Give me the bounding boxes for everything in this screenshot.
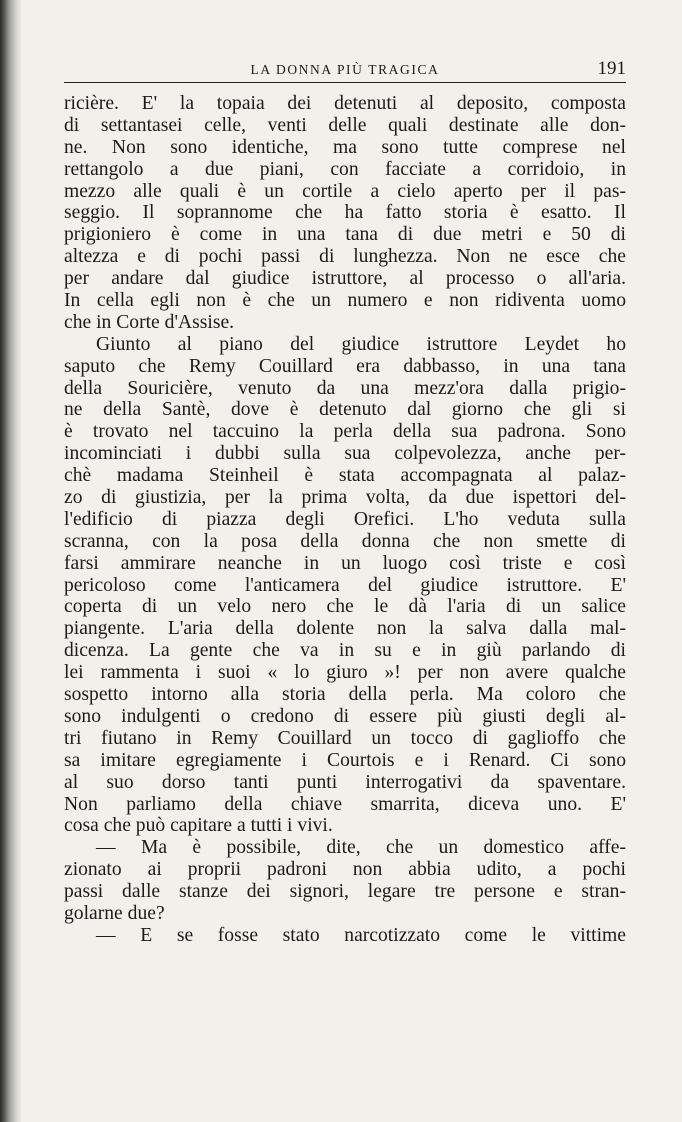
text-line: di settantasei celle, venti delle quali destinate alle don- [64, 114, 626, 136]
running-head [64, 56, 626, 83]
page-number: 191 [597, 58, 626, 79]
text-line: — E se fosse stato narcotizzato come le vittime [96, 924, 626, 946]
text-line: sono indulgenti o credono di essere più giusti degli al- [64, 705, 626, 727]
text-line: Non parliamo della chiave smarrita, diceva uno. E' [64, 793, 626, 815]
text-line: piangente. L'aria della dolente non la salva dalla mal- [64, 618, 626, 640]
text-line: mezzo alle quali è un cortile a cielo aperto per il pas- [64, 180, 626, 202]
text-line: golarne due? [64, 902, 165, 924]
text-line: della Souricière, venuto da una mezz'ora dalla prigio- [64, 377, 626, 399]
text-line: incominciati i dubbi sulla sua colpevolezza, anche per- [64, 443, 626, 465]
text-line: rettangolo a due piani, con facciate a corridoio, in [64, 158, 626, 180]
text-line: prigioniero è come in una tana di due metri e 50 di [64, 224, 626, 246]
text-line: ricière. E' la topaia dei detenuti al deposito, composta [64, 93, 626, 114]
text-line: per andare dal giudice istruttore, al processo o all'aria. [64, 268, 626, 290]
text-line: l'edificio di piazza degli Orefici. L'ho veduta sulla [64, 508, 626, 530]
text-line: che in Corte d'Assise. [64, 311, 235, 333]
text-line: passi dalle stanze dei signori, legare tre persone e stran- [64, 881, 626, 903]
text-line: In cella egli non è che un numero e non ridiventa uomo [64, 290, 626, 312]
text-line: altezza e di pochi passi di lunghezza. Non ne esce che [64, 246, 626, 268]
text-line: ne della Santè, dove è detenuto dal giorno che gli si [64, 399, 626, 421]
text-line: sa imitare egregiamente i Courtois e i Renard. Ci sono [64, 749, 626, 771]
text-line: coperta di un velo nero che le dà l'aria di un salice [64, 596, 626, 618]
page-binding-shadow [0, 0, 22, 1122]
text-line: cosa che può capitare a tutti i vivi. [64, 815, 333, 837]
book-page [64, 56, 626, 947]
text-line: è trovato nel taccuino la perla della sua padrona. Sono [64, 421, 626, 443]
text-line: zo di giustizia, per la prima volta, da due ispettori del- [64, 487, 626, 509]
text-line: pericoloso come l'anticamera del giudice istruttore. E' [64, 574, 626, 596]
text-line: sospetto intorno alla storia della perla. Ma coloro che [64, 684, 626, 706]
body-text [64, 93, 626, 947]
text-line: scranna, con la posa della donna che non smette di [64, 530, 626, 552]
text-line: al suo dorso tanti punti interrogativi da spaventare. [64, 771, 626, 793]
text-line: — Ma è possibile, dite, che un domestico affe- [96, 837, 626, 859]
text-line: tri fiutano in Remy Couillard un tocco di gaglioffo che [64, 727, 626, 749]
running-title: LA DONNA PIÙ TRAGICA [250, 62, 440, 77]
text-line: saputo che Remy Couillard era dabbasso, in una tana [64, 355, 626, 377]
text-line: ne. Non sono identiche, ma sono tutte comprese nel [64, 136, 626, 158]
text-line: seggio. Il soprannome che ha fatto storia è esatto. Il [64, 202, 626, 224]
text-line: farsi ammirare neanche in un luogo così triste e così [64, 552, 626, 574]
text-line: chè madama Steinheil è stata accompagnata al palaz- [64, 465, 626, 487]
text-line: zionato ai proprii padroni non abbia udito, a pochi [64, 859, 626, 881]
text-line: dicenza. La gente che va in su e in giù parlando di [64, 640, 626, 662]
text-line: Giunto al piano del giudice istruttore Leydet ho [96, 333, 626, 355]
text-line: lei rammenta i suoi « lo giuro »! per non avere qualche [64, 662, 626, 684]
